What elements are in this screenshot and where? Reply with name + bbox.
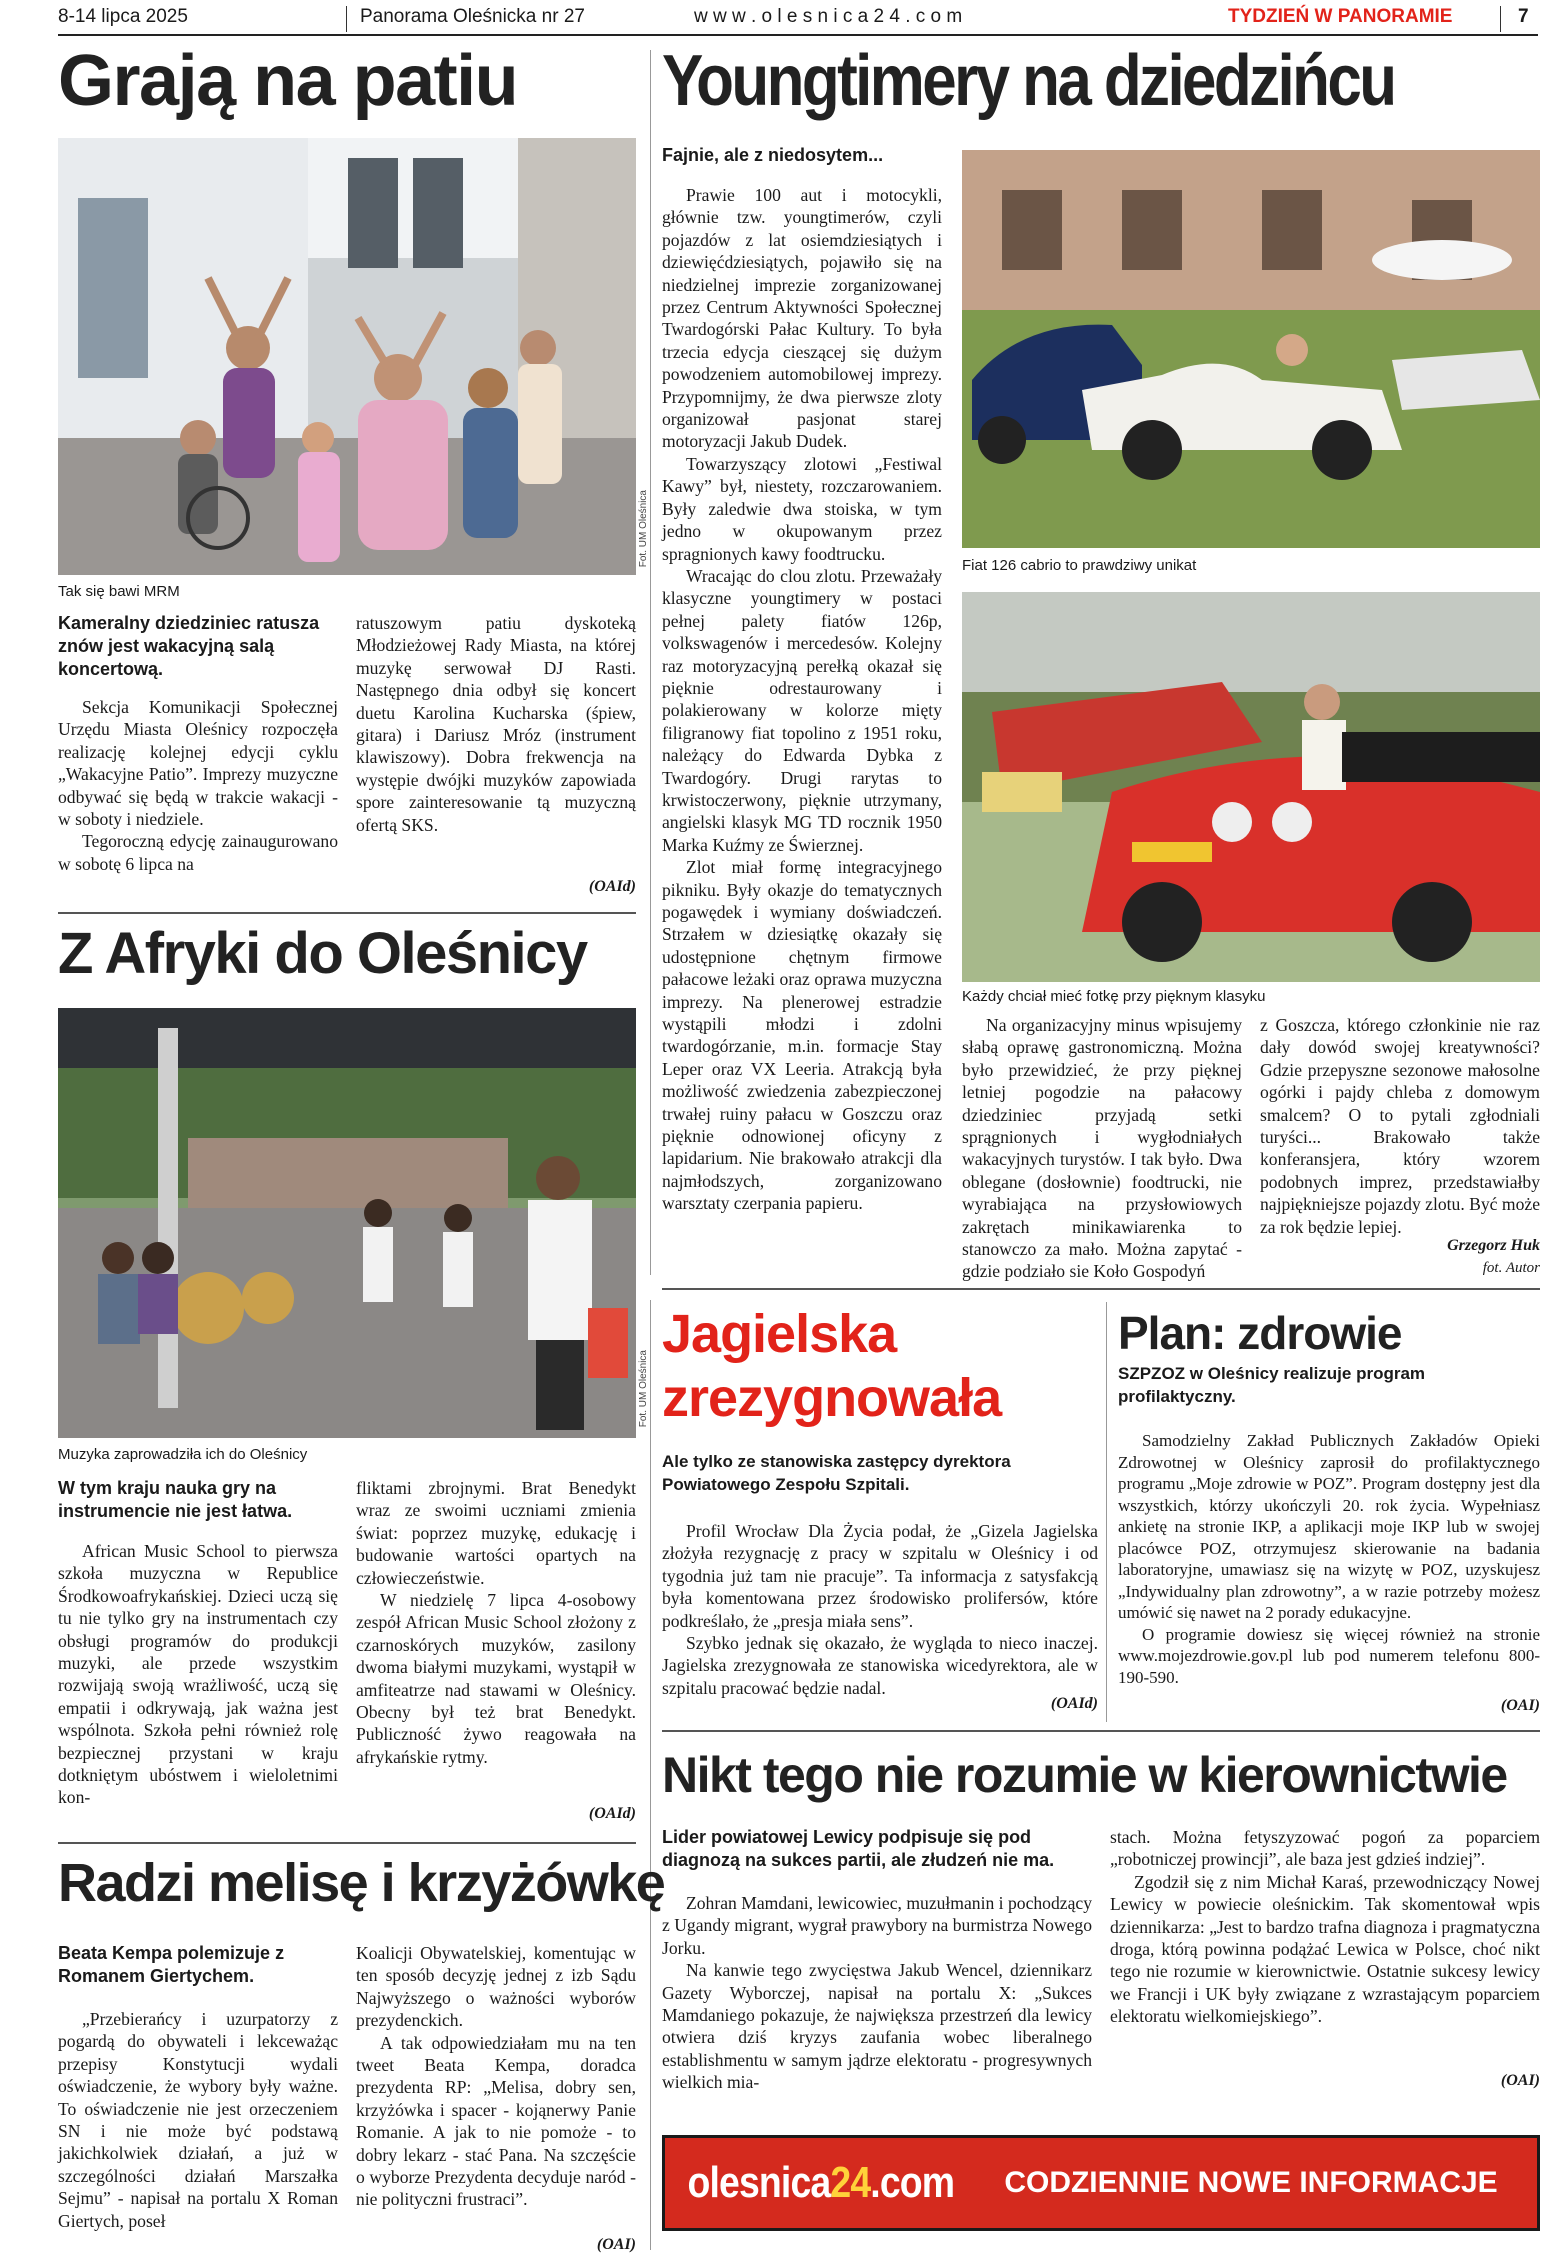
article-title: Youngtimery na dziedzińcu [662,41,1395,121]
article-body: stach. Można fetyszyzować pogoń za poparciem „robotniczej prowincji”, ale baza jest gdzieś indziej”. Zgodził się z nim Michał Karaś, przewodniczący Nowej Lewicy w powiecie oleśnickim. Tak skomentował wpis dziennikarza: „Jest to bardzo trafna diagnoza i pragmatyczna droga, którą powinna podążać Lewica w Polsce, choć nikt tego nie rozumie w kierownictwie. Ostatnie sukcesy lewicy we Francji i UK były związane z wzrastającym poparciem elektoratu wielkomiejskiego”. [1110,1827,1540,2027]
patio-photo [58,138,636,575]
issue-date: 8-14 lipca 2025 [58,6,188,27]
photo-credit: Fot. UM Oleśnica [638,490,649,568]
issue-name: Panorama Oleśnicka nr 27 [360,6,585,27]
article-body: ratuszowym patiu dyskoteką Młodzieżowej Rady Miasta, na której muzykę serwował DJ Rasti. Następnego dnia odbył się koncert duetu Karolina Kucharska (śpiew, gitara) i Dariusz Mróz (instrument klawiszowy). Dobra frekwencja na występie dwójki muzyków zapowiada spore zainteresowanie tą muzyczną ofertą SKS. [356,613,636,835]
photo-caption: Tak się bawi MRM [58,583,180,600]
article-body: Sekcja Komunikacji Społecznej Urzędu Miasta Oleśnicy rozpoczęła realizację kolejnej edycji cyklu „Wakacyjne Patio”. Imprezy muzyczne odbywać się będą w trakcie wakacji - w soboty i niedziele. Tegoroczną edycję zainaugurowano w sobotę 6 lipca na [58,697,338,874]
photo-caption: Fiat 126 cabrio to prawdziwy unikat [962,557,1197,574]
article-author: Grzegorz Huk [1447,1237,1540,1254]
article-lead: Kameralny dziedziniec ratusza znów jest wakacyjną salą koncertową. [58,613,320,679]
photo-caption: Każdy chciał mieć fotkę przy pięknym klasyku [962,988,1266,1005]
article-title: Jagielska zrezygnowała [662,1304,1002,1428]
site-url[interactable]: w w w . o l e s n i c a 2 4 . c o m [694,6,963,27]
article-body: z Goszcza, którego członkinie nie raz dały dowód swojej kreatywności? Gdzie przepyszne sezonowe małosolne ogórki i pajdy chleba z domowym smalcem? O to pytali zgłodniali turyści... Brakowało także konferansjera, który wzorem podobnych imprez, przedstawiałby najpiękniejsze pojazdy zlotu. Być może za rok będzie lepiej. [1260,1015,1540,1237]
article-lead: Fajnie, ale z niedosytem... [662,145,884,165]
section-name: TYDZIEŃ W PANORAMIE [1228,6,1453,27]
article-signature: (OAI) [596,2236,636,2253]
fiat-photo [962,150,1540,548]
photo-author: fot. Autor [1482,1260,1540,1276]
article-body: Na organizacyjny minus wpisujemy słabą oprawę gastronomiczną. Można było przewidzieć, że przy pięknej letniej pogodzie na pałacowy dziedziniec przyjadą setki sprągnionych i wygłodniałych wakacyjnych turystów. I tak było. Dwa oblegane (dosłownie) foodtrucki, nie wyrabiająca na przysłowiowych zakrętach minikawiarenka to stanowczo za mało. Można zapytać - gdzie podziało sie Koło Gospodyń [962,1015,1242,1282]
article-body: Profil Wrocław Dla Życia podał, że „Gizela Jagielska złożyła rezygnację z pracy w szpitalu w Oleśnicy i od tygodnia już tam nie pracuje”. Ta informacja z satysfakcją była komentowana przez środowisko prolifersów, które podkreślało, że „presja miała sens”. Szybko jednak się okazało, że wygląda to nieco inaczej. Jagielska zrezygnowała ze stanowiska wicedyrektora, ale w szpitalu pracować będzie nadal. [662,1521,1098,1698]
article-signature: (OAI) [1500,2072,1540,2089]
ad-logo: olesnica24.com [687,2158,955,2207]
article-body: fliktami zbrojnymi. Brat Benedykt wraz ze swoimi uczniami zmienia świat: poprzez muzykę, edukację i budowanie wartości opartych na człowieczeństwie. W niedzielę 7 lipca 4-osobowy zespół African Music School złożony z czarnoskórych muzyków, zasilony dwoma białymi muzykami, wystąpił w amfiteatrze nad stawami w Oleśnicy. Obecny był też brat Benedykt. Publiczność żywo reagowała na afrykańskie rytmy. [356,1478,636,1767]
article-lead: Lider powiatowej Lewicy podpisuje się pod diagnozą na sukces partii, ale złudzeń nie ma. [662,1827,1055,1870]
article-lead: Beata Kempa polemizuje z Romanem Giertychem. [58,1943,285,1986]
article-body: African Music School to pierwsza szkoła muzyczna w Republice Środkowoafrykańskiej. Dzieci uczą się tu nie tylko gry na instrumentach czy obsługi programów do produkcji muzyki, ale przede wszystkim rozwijają swoją wrażliwość, uczą się empatii i odkrywają, jak ważna jest wspólnota. Szkoła pełni również rolę bezpiecznej przystani w kraju dotkniętym ubóstwem i wieloletnimi kon- [58,1541,338,1808]
article-body: Koalicji Obywatelskiej, komentując w ten sposób decyzję jednej z izb Sądu Najwyższego o ważności wyborów prezydenckich. A tak odpowiedziałam mu na ten tweet Beata Kempa, doradca prezydenta RP: „Melisa, dobry sen, krzyżówka i spacer - kojąnerwy Panie Romanie. A jak to nie pomoże - to dobry lekarz - stać Pana. Na szczęście o wyborze Prezydenta decyduje naród - nie polityczni frustraci”. [356,1943,636,2210]
article-body: Samodzielny Zakład Publicznych Zakładów Opieki Zdrowotnej w Oleśnicy zaprosił do profilaktycznego programu „Moje zdrowie w POZ”. Program dostępny jest dla wszystkich, którzy ukończyli 20. rok życia. Wypełniasz ankietę na stronie IKP, a aplikacji moje IKP lub w swojej placówce POZ, otrzymujesz skierowanie na badania laboratoryjne, umawiasz się na wizytę w POZ, uzyskujesz „Indywidualny plan zdrowotny”, a w razie potrzeby możesz umówić się nawet na 2 porady edukacyjne. O programie dowiesz się więcej również na stronie www.mojezdrowie.gov.pl lub pod numerem telefonu 800-190-590. [1118,1431,1540,1687]
article-signature: (OAId) [588,1805,636,1822]
article-title: Radzi melisę i krzyżówkę [58,1853,665,1913]
ad-text: CODZIENNIE NOWE INFORMACJE [1004,2166,1498,2199]
article-lead: Ale tylko ze stanowiska zastępcy dyrektora Powiatowego Zespołu Szpitali. [662,1452,1011,1494]
article-lead: SZPZOZ w Oleśnicy realizuje program profilaktyczny. [1118,1364,1426,1406]
page-number: 7 [1518,6,1529,27]
article-title: Grają na patiu [58,41,518,121]
article-body: Zohran Mamdani, lewicowiec, muzułmanin i pochodzący z Ugandy migrant, wygrał prawybory na burmistrza Nowego Jorku. Na kanwie tego zwycięstwa Jakub Wencel, dziennikarz Gazety Wyborczej, napisał na portalu X: „Sukces Mamdaniego pokazuje, że największa przestrzeń dla lewicy otwiera dziś kryzys zaufania wobec liberalnego establishmentu w samym jądrze elektoratu - progresywnych wielkich mia- [662,1893,1092,2093]
ad-banner[interactable] [662,2135,1540,2231]
photo-credit: Fot. UM Oleśnica [638,1350,649,1428]
article-body: Prawie 100 aut i motocykli, głównie tzw. youngtimerów, czyli pojazdów z lat osiemdziesiątych i dziewięćdziesiątych, pojawiło się na niedzielnej imprezie zorganizowanej przez Centrum Aktywności Społecznej Twardogórski Pałac Kultury. To była trzecia edycja cieszącej się dużym powodzeniem automobilowej imprezy. Przypomnijmy, że dwa pierwsze zloty organizował pasjonat starej motoryzacji Jakub Dudek. Towarzyszący zlotowi „Festiwal Kawy” był, niestety, rozczarowaniem. Były zaledwie dwa stoiska, w tym jedno w okupowanym przez spragnionych kawy foodtrucku. Wracając do clou zlotu. Przeważały klasyczne youngtimery w postaci pełnej palety fiatów 126p, volkswagenów i mercedesów. Kolejny raz motoryzacyjną perełką okazał się pięknie odrestaurowany i polakierowany w kolorze mięty filigranowy fiat topolino z 1951 roku, należący do Edwarda Dybka z Twardogóry. Drugi rarytas to krwistoczerwony, pięknie utrzymany, angielski klasyk MG TD rocznik 1950 Marka Kuźmy ze Świerznej. Zlot miał formę integracyjnego pikniku. Były okazje do tematycznych pogawędek i wymiany doświadczeń. Strzałem w dziesiątkę okazały się udostępnione chętnym firmowe pałacowe leżaki oraz oprawa muzyczna imprezy. Na plenerowej estradzie wystąpili młodzi i zdolni twardogórzanie, m.in. formacje Stay Leper oraz VX Leeria. Atrakcją była możliwość zwiedzenia zabezpieczonej trwałej ruiny pałacu w Goszczu oraz pięknie odnowionej oficyny z lapidarium. Nie brakowało atrakcji dla najmłodszych, zorganizowano warsztaty czerpania papieru. [662,185,942,1214]
article-signature: (OAI) [1500,1697,1540,1714]
article-title: Z Afryki do Oleśnicy [58,921,587,986]
article-lead: W tym kraju nauka gry na instrumencie nie jest łatwa. [58,1478,293,1521]
article-title: Plan: zdrowie [1118,1307,1402,1359]
photo-caption: Muzyka zaprowadziła ich do Oleśnicy [58,1446,308,1463]
article-signature: (OAId) [588,878,636,895]
article-signature: (OAId) [1050,1695,1098,1712]
article-body: „Przebierańcy i uzurpatorzy z pogardą do obywateli i lekceważąc przepisy Konstytucji wydali oświadczenie, że wybory były ważne. To oświadczenie nie jest orzeczeniem SN i nie może być podstawą jakichkolwiek działań, a już w szczególności działań Marszałka Sejmu” - napisał na portalu X Roman Giertych, poseł [58,2009,338,2231]
concert-photo [58,1008,636,1438]
article-title: Nikt tego nie rozumie w kierownictwie [662,1747,1507,1803]
mg-photo [962,592,1540,982]
